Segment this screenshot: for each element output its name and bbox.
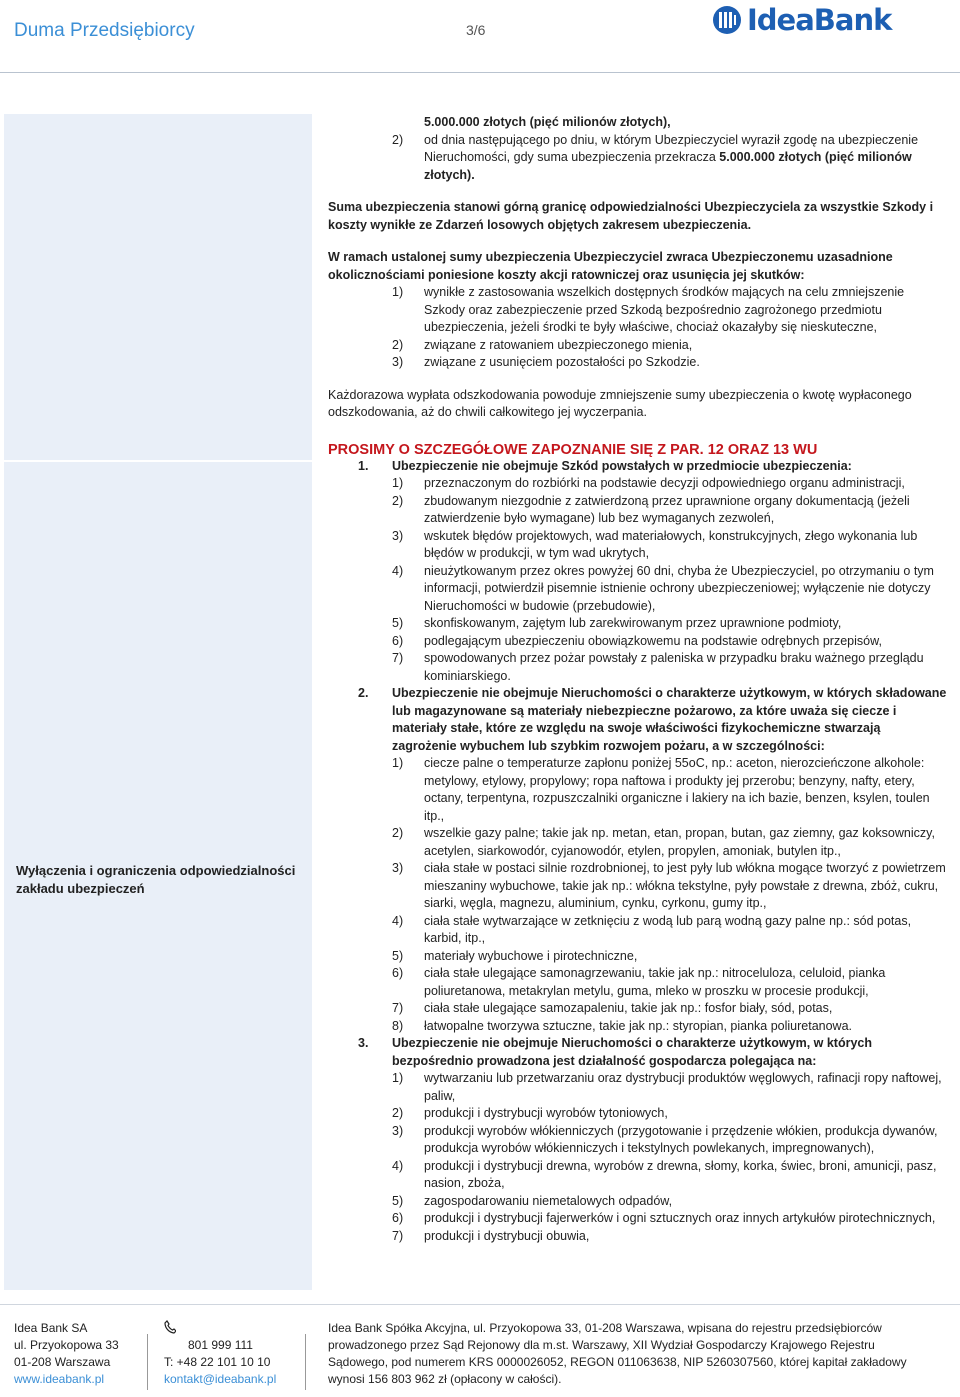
- exclusion-section-1: [328, 458, 948, 476]
- phone-icon: [164, 1320, 276, 1337]
- list-item: [328, 650, 948, 685]
- list-item-text: ciecze palne o temperaturze zapłonu poniżej 55oC, np.: aceton, nierozcieńczone alkohole: metylowy, etylowy, propylowy; ropa naftowa i produkty jej przerobu; benzyny, nafty, etery, octany, terpentyna, rozpuszczalniki organiczne i lakiery na ich bazie, benzen, ksylen, toulen itp.,: [424, 756, 930, 823]
- exclusion-section-2: [328, 685, 948, 755]
- list-item: [328, 913, 948, 948]
- list-item: [328, 860, 948, 913]
- list-item-text: wskutek błędów projektowych, wad materiałowych, konstrukcyjnych, złego wykonania lub błędów w produkcji, w tym wad ukrytych,: [424, 528, 918, 560]
- list-item-text: produkcji i dystrybucji obuwia,: [424, 1228, 590, 1243]
- list-item-text: związane z ratowaniem ubezpieczonego mienia,: [424, 337, 693, 352]
- list-item-text: wytwarzaniu lub przetwarzaniu oraz dystrybucji produktów węglowych, rafinacji ropy naftowej, paliw,: [424, 1071, 942, 1103]
- page-number: 3/6: [466, 22, 486, 38]
- list-item-number: 6): [392, 966, 404, 980]
- list-item-text: ciała stałe wytwarzające w zetknięciu z wodą lub parą wodną gazy palne np.: sód potas, karbid, itp.,: [424, 913, 912, 945]
- list-item-number: 7): [392, 651, 404, 665]
- list-item-number: 3): [392, 355, 404, 369]
- exclusion-section-3: [328, 1035, 948, 1070]
- list-item: [328, 1123, 948, 1158]
- section-title: Ubezpieczenie nie obejmuje Szkód powstałych w przedmiocie ubezpieczenia:: [392, 458, 852, 473]
- footer-divider: [0, 1304, 960, 1305]
- list-item: [328, 354, 948, 372]
- list-item-text: zagospodarowaniu niemetalowych odpadów,: [424, 1193, 673, 1208]
- list-item: [328, 1018, 948, 1036]
- kazdorazowa-paragraph: Każdorazowa wypłata odszkodowania powoduje zmniejszenie sumy ubezpieczenia o kwotę wypłaconego odszkodowania, aż do chwili całkowitego jej wyczerpania.: [328, 387, 912, 419]
- list-item-number: 3): [392, 528, 404, 543]
- list-item-text: związane z usunięciem pozostałości po Szkodzie.: [424, 355, 700, 369]
- list-item-text: materiały wybuchowe i pirotechniczne,: [424, 948, 638, 963]
- list-item: [328, 633, 948, 651]
- list-item-number: 7): [392, 1228, 404, 1243]
- top-item-2-number: 2): [392, 132, 404, 147]
- list-item-text: przeznaczonym do rozbiórki na podstawie decyzji odpowiedniego organu administracji,: [424, 476, 905, 490]
- list-item: [328, 337, 948, 355]
- list-item: [328, 1105, 948, 1123]
- list-item: [328, 965, 948, 1000]
- list-item-number: 6): [392, 633, 404, 648]
- list-item: [328, 528, 948, 563]
- section-number: 3.: [358, 1036, 369, 1050]
- section-number: 1.: [358, 458, 369, 473]
- list-item-text: ciała stałe ulegające samonagrzewaniu, takie jak np.: nitroceluloza, celuloid, pianka poliuretanowa, metakrylan metylu, guma, mleko w proszku w procesie produkcji,: [424, 966, 886, 998]
- list-item: [328, 615, 948, 633]
- list-item-number: 4): [392, 1158, 404, 1173]
- list-item: [328, 1000, 948, 1018]
- top-item-2-amount: 5.000.000 złotych (pięć milionów złotych).: [424, 150, 912, 182]
- list-item: [328, 1193, 948, 1211]
- list-item-text: produkcji wyrobów włókienniczych (przygotowanie i przędzenie włókien, produkcja dywanów, produkcja wyrobów włókienniczych i tekstylnych powlekanych, impregnowanych),: [424, 1123, 938, 1155]
- list-item: [328, 1070, 948, 1105]
- page-header: [0, 0, 960, 72]
- list-item-text: produkcji i dystrybucji drewna, wyrobów z drewna, słomy, korka, świec, broni, amunicji, pasz, nasion, zboża,: [424, 1158, 937, 1190]
- list-item-number: 1): [392, 285, 404, 299]
- list-item-number: 4): [392, 563, 404, 578]
- list-item-number: 1): [392, 476, 404, 490]
- footer-legal: Idea Bank Spółka Akcyjna, ul. Przyokopowa 33, 01-208 Warszawa, wpisana do rejestru przedsiębiorców prowadzonego przez Sąd Rejonowy dla m.st. Warszawy, XII Wydział Gospodarczy Krajowego Rejestru Sądowego, pod numerem KRS 0000026052, REGON 011063638, NIP 5260307560, której kapitał zakładowy wynosi 156 803 962 zł (opłacony w całości).: [328, 1321, 907, 1386]
- section-title: Ubezpieczenie nie obejmuje Nieruchomości o charakterze użytkowym, w których bezpośrednio prowadzona jest działalność gospodarcza polegająca na:: [392, 1036, 873, 1068]
- list-item-number: 5): [392, 616, 404, 630]
- list-item-number: 2): [392, 337, 404, 352]
- ramach-list: [328, 284, 948, 372]
- header-divider: [0, 72, 960, 73]
- list-item-text: wynikłe z zastosowania wszelkich dostępnych środków mających na celu zmniejszenie Szkody oraz zabezpieczenie przed Szkodą bezpośrednio zagrożonego przedmiotu ubezpieczenia, jeżeli środki te były właściwe, chociaż okazałyby się nieskuteczne,: [424, 285, 905, 334]
- suma-paragraph: Suma ubezpieczenia stanowi górną granicę odpowiedzialności Ubezpieczyciela za wszystkie Szkody i koszty wynikłe ze Zdarzeń losowych objętych zakresem ubezpieczenia.: [328, 200, 934, 232]
- document-content: [328, 114, 948, 1245]
- ramach-paragraph: W ramach ustalonej sumy ubezpieczenia Ubezpieczyciel zwraca Ubezpieczonemu uzasadnione okolicznościami poniesione koszty akcji ratowniczej oraz usunięcia jej skutków:: [328, 250, 893, 282]
- section-number: 2.: [358, 686, 369, 700]
- list-item-number: 3): [392, 1123, 404, 1138]
- list-item-text: spowodowanych przez pożar powstały z paleniska w przypadku braku ważnego przeglądu kominiarskiego.: [424, 651, 924, 683]
- list-item: [328, 1228, 948, 1246]
- list-item-text: ciała stałe ulegające samozapaleniu, takie jak np.: fosfor biały, sód, potas,: [424, 1001, 833, 1015]
- footer-street: ul. Przyokopowa 33: [14, 1338, 119, 1352]
- list-item: [328, 755, 948, 825]
- list-item: [328, 563, 948, 616]
- list-item-number: 4): [392, 913, 404, 928]
- list-item-number: 5): [392, 1193, 404, 1208]
- footer-contact: [164, 1320, 276, 1388]
- top-item-1: [328, 114, 948, 132]
- website-link[interactable]: www.ideabank.pl: [14, 1372, 105, 1386]
- list-item-text: podlegającym ubezpieczeniu obowiązkowemu na podstawie odrębnych przepisów,: [424, 633, 882, 648]
- list-item: [328, 825, 948, 860]
- section-title: Ubezpieczenie nie obejmuje Nieruchomości o charakterze użytkowym, w których składowane lub magazynowane są materiały niebezpieczne pożarowo, za które uważa się ciecze i materiały stałe, które ze względu na swoje właściwości fizykochemiczne stwarzają zagrożenie wybuchem lub szybkim rozwojem pożaru, a w szczególności:: [392, 686, 947, 753]
- sidebar-divider: [4, 460, 312, 462]
- footer-address: [14, 1320, 119, 1388]
- list-item-number: 8): [392, 1018, 404, 1033]
- list-item-number: 6): [392, 1211, 404, 1225]
- list-item-text: skonfiskowanym, zajętym lub zarekwirowanym przez uprawnione podmioty,: [424, 616, 842, 630]
- top-item-2: [328, 132, 948, 185]
- section-label: Wyłączenia i ograniczenia odpowiedzialności zakładu ubezpieczeń: [16, 863, 296, 896]
- list-item-text: łatwopalne tworzywa sztuczne, takie jak np.: styropian, pianka poliuretanowa.: [424, 1018, 853, 1033]
- list-item-text: produkcji i dystrybucji wyrobów tytoniowych,: [424, 1106, 668, 1120]
- footer-separator-1: [147, 1334, 148, 1390]
- top-item-2-text: od dnia następującego po dniu, w którym Ubezpieczyciel wyraził zgodę na ubezpieczenie Nieruchomości, gdy suma ubezpieczenia przekracza: [424, 132, 919, 164]
- list-item: [328, 493, 948, 528]
- list-item-number: 7): [392, 1001, 404, 1015]
- list-item-text: ciała stałe w postaci silnie rozdrobnionej, to jest pyły lub włókna mogące tworzyć z powietrzem mieszaniny wybuchowe, takie jak np.: włókna tekstylne, pyły powstałe z drewna, zbóż, cukru, siarki, węgla, magnezu, aluminium, cynku, cyrkonu, gumy itp.,: [424, 861, 946, 910]
- list-item-number: 3): [392, 861, 404, 875]
- ideabank-logo: [712, 0, 891, 40]
- list-item-number: 1): [392, 1071, 404, 1085]
- attention-heading: PROSIMY O SZCZEGÓŁOWE ZAPOZNANIE SIĘ Z PAR. 12 ORAZ 13 WU: [328, 441, 818, 458]
- list-item: [328, 284, 948, 337]
- top-item-1-text: 5.000.000 złotych (pięć milionów złotych),: [424, 115, 671, 129]
- list-item-number: 2): [392, 493, 404, 508]
- list-item: [328, 475, 948, 493]
- footer-city: 01-208 Warszawa: [14, 1355, 111, 1369]
- list-item: [328, 1210, 948, 1228]
- list-item-text: wszelkie gazy palne; takie jak np. metan, etan, propan, butan, gaz ziemny, gaz koksowniczy, acetylen, siarkowodór, cyjanowodór, etylen, propylen, amoniak, butylen itp.,: [424, 826, 935, 858]
- logo-text: IdeaBank: [747, 3, 892, 37]
- footer-company: Idea Bank SA: [14, 1321, 88, 1335]
- list-item-text: produkcji i dystrybucji fajerwerków i ogni sztucznych oraz innych artykułów pirotechnicznych,: [424, 1211, 936, 1225]
- list-item: [328, 948, 948, 966]
- list-item-number: 1): [392, 756, 404, 770]
- phone-number: T: +48 22 101 10 10: [164, 1355, 271, 1369]
- exclusion-sections: [328, 458, 948, 1246]
- footer-separator-2: [305, 1334, 306, 1390]
- ideabank-logo-icon: [712, 5, 742, 35]
- list-item-text: zbudowanym niezgodnie z zatwierdzoną przez uprawnione organy dokumentacją (jeżeli zatwierdzenie było wymagane) lub bez wymaganych zezwoleń,: [424, 493, 910, 525]
- list-item: [328, 1158, 948, 1193]
- sidebar-panel: [4, 114, 312, 1290]
- document-title: Duma Przedsiębiorcy: [14, 20, 195, 41]
- email-link[interactable]: kontakt@ideabank.pl: [164, 1372, 277, 1386]
- list-item-number: 2): [392, 1106, 404, 1120]
- list-item-text: nieużytkowanym przez okres powyżej 60 dni, chyba że Ubezpieczyciel, po otrzymaniu o tym informacji, potwierdził pisemnie istnienie ochrony ubezpieczeniowej; wyłączenie nie dotyczy Nieruchomości w budowie (przebudowie),: [424, 563, 934, 613]
- hotline-number: 801 999 111: [188, 1338, 253, 1352]
- list-item-number: 5): [392, 948, 404, 963]
- list-item-number: 2): [392, 826, 404, 840]
